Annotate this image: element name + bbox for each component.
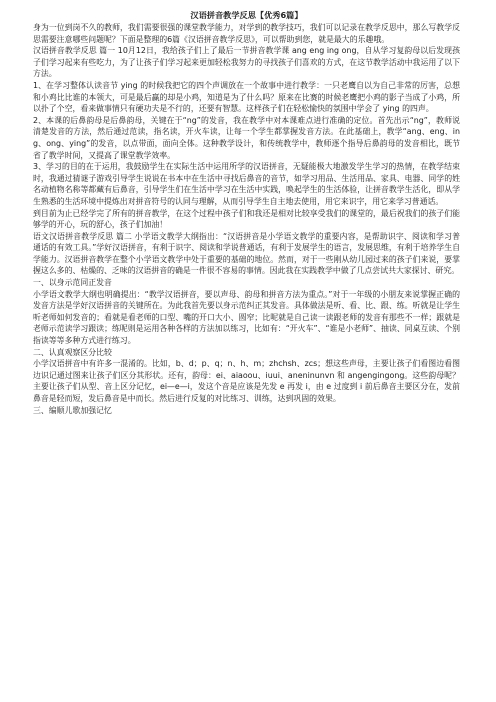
paragraph-intro: 身为一位到岗不久的教师，我们需要很强的课堂教学能力，对学到的教学技巧，我们可以记录在教学反思中，那么写教学反思需要注意哪些问题呢？下面是整理的6篇《汉语拼音教学反思》，可以帮助到您，就是最大的乐趣哦。 bbox=[33, 23, 460, 44]
section-heading-1: 一、以身示范同正发音 bbox=[33, 278, 112, 288]
paragraph-point-1: 1、在学习整体认读音节 ying 的时候我把它的四个声调放在一个故事中进行教学：一只老鹰自以为自己非常的厉害，总想和小鸡比比谁的本领大，可是最后赢的却是小鸡，知道是为了什么吗？原来在比赛的时候老鹰把小鸡的影子当成了小鸡，所以扑了个空，看来做事情只有硬功夫是不行的，还要有智慧。这样孩子们在轻松愉快的氛围中学会了 ying 的四声。 bbox=[33, 80, 460, 114]
section-heading-3: 三、编顺儿歌加强记忆 bbox=[33, 405, 112, 415]
paragraph-section-1: 小学语文教学大纲也明确提出：“教学汉语拼音，要以声母、韵母和拼音方法为重点。”对于一年级的小朋友来说掌握正确的发音方法是学好汉语拼音的关键所在。为此我首先要以身示范纠正其发音。具体做法是听、看、比、跟、练。听就是让学生听老师如何发音的；看就是看老师的口型、嘴的开口大小、圆窄；比呢就是自己读一读跟老师的发音有那些不一样；跟就是老师示范读学习跟读；练呢则是运用各种各样的方法加以练习，比如有：“开火车”、“谁是小老师”、抽读、同桌互读、个别指读等等多种方式进行练习。 bbox=[33, 289, 460, 346]
document-title: 汉语拼音教学反思【优秀6篇】 bbox=[190, 10, 303, 20]
paragraph-point-2: 2、本课的后鼻韵母是后鼻韵母，关键在于“ng”的发音，我在教学中对本课难点进行准确的定位。首先出示“ng”，教师说清楚发音的方法，然后通过范读，指名读，开火车读，让每一个学生都掌握发音方法。在此基础上，教学“ang、eng、ing、ong、ying”的发音，以点带面，面向全体。这种教学设计，和传统教学中，教师逐个指导后鼻韵母的发音相比，既节省了教学时间，又提高了课堂教学效率。 bbox=[33, 115, 460, 160]
paragraph-point-3: 3、学习的目的在于运用，我鼓励学生在实际生活中运用所学的汉语拼音，无疑能极大地激发学生学习的热情，在教学结束时，我通过猜谜子游戏引导学生说说在书本中在生活中寻找后鼻音的音节，如学习用品、生活用品、家具、电器、同学的姓名动植物名称等都藏有后鼻音，引导学生们在生活中学习在生活中实践，唤起学生的生活体验，让拼音教学生活化，即从学生熟悉的生活环境中提炼出对拼音符号的认同与理解，从而引导学生自主地去使用，用它来识字，用它来学习普通话。 bbox=[33, 162, 460, 206]
section-heading-2: 二、认真观察区分比较 bbox=[33, 347, 112, 357]
paragraph-part-two: 语文汉语拼音教学反思 篇二 小学语文教学大纲指出：“汉语拼音是小学语文教学的重要内容，是帮助识字、阅读和学习普通话的有效工具。”学好汉语拼音，有利于识字、阅读和学说普通话，有利于发展学生的语言，发展思维，有利于培养学生自学能力。汉语拼音教学在整个小学语文教学中处于重要的基础的地位。然而，对于一些刚从幼儿园过来的孩子们来说，要掌握这么多的、枯燥的、乏味的汉语拼音的确是一件很不容易的事情。因此我在实践教学中做了几点尝试共大家探讨、研究。 bbox=[33, 231, 460, 276]
paragraph-section-2: 小学汉语拼音中有许多一混淆的。比如，b、d；p、q；n、h、m；zhchsh、zcs；想这些声母，主要让孩子们看图边看图边识记通过图来让孩子们区分其形状。还有，韵母：ei、aiaoou、iuui、aneninunvn 和 angengingong。这些韵母呢？主要让孩子们从型、音上区分记忆，ei—e—i，发这个音是应该是先发 e 再发 i，由 e 过度到 i 前后鼻音主要区分在，发前鼻音是轻而短，发后鼻音是中而长。然后进行反复的对比练习、训练，达到巩固的效果。 bbox=[33, 359, 460, 403]
paragraph-conclusion: 到目前为止已经学完了所有的拼音教学，在这个过程中孩子们和我还是相对比较享受我们的课堂的，最后祝我们的孩子们能够学的开心，玩的舒心，孩子们加油！ bbox=[33, 208, 460, 230]
document-body bbox=[33, 22, 460, 416]
paragraph-part-one: 汉语拼音教学反思 篇一 10月12日，我给孩子们上了最后一节拼音教学课 ang eng ing ong，自从学习复韵母以后发现孩子们学习起来有些吃力，为了让孩子们学习起来更加轻松我努力的寻找孩子们喜欢的方式，在这节教学活动中我运用了以下方法。 bbox=[33, 46, 460, 79]
